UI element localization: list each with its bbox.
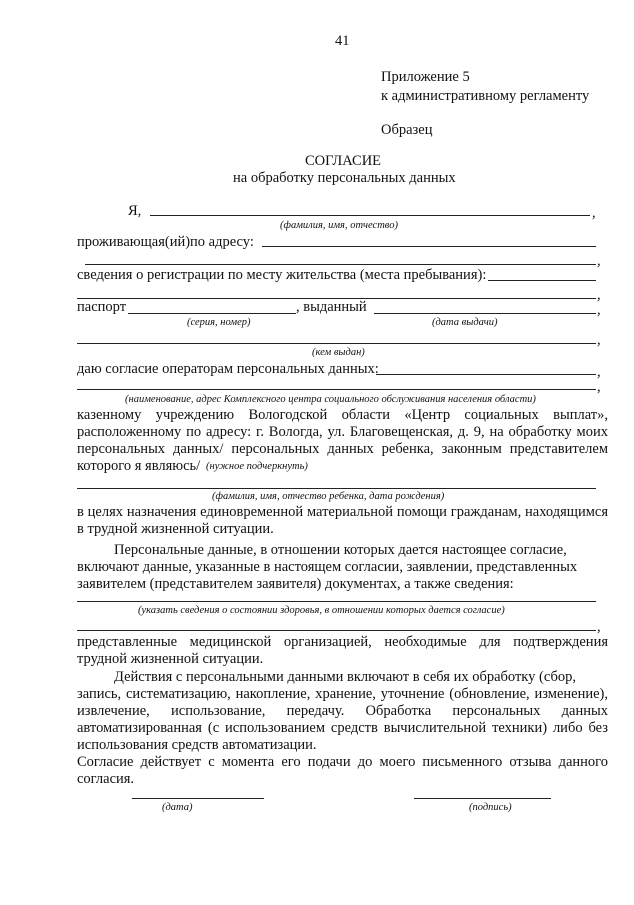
signature-line[interactable] (414, 798, 551, 799)
para1-line1: казенному учреждению Вологодской области «Центр социальных выплат», (77, 407, 608, 423)
registration-label: сведения о регистрации по месту жительства (места пребывания): (77, 267, 487, 283)
para3-line1: Действия с персональными данными включают в себя их обработку (сбор, (114, 669, 576, 685)
fio-field[interactable] (150, 215, 590, 216)
child-hint: (фамилия, имя, отчество ребенка, дата рождения) (212, 491, 445, 502)
comma: , (597, 619, 601, 635)
medical-line1: представленные медицинской организацией, необходимые для подтверждения (77, 634, 608, 650)
underline-hint: (нужное подчеркнуть) (206, 461, 308, 472)
purpose-line2: в трудной жизненной ситуации. (77, 521, 274, 537)
center-hint: (наименование, адрес Комплексного центра социального обслуживания населения области) (125, 394, 536, 405)
health-hint: (указать сведения о состоянии здоровья, в отношении которых дается согласие) (138, 605, 505, 616)
passport-series-field[interactable] (128, 313, 296, 314)
issuer-field[interactable] (77, 343, 596, 344)
appendix-title: Приложение 5 (381, 69, 470, 85)
sample-label: Образец (381, 122, 433, 138)
para2-line1: Персональные данные, в отношении которых дается настоящее согласие, (114, 542, 567, 558)
validity-line1: Согласие действует с момента его подачи до моего письменного отзыва данного (77, 754, 608, 770)
para1-line2: расположенному по адресу: г. Вологда, ул. Благовещенская, д. 9, на обработку моих (77, 424, 608, 440)
para3-line5: использования средств автоматизации. (77, 737, 317, 753)
comma: , (597, 302, 601, 318)
comma: , (592, 205, 596, 221)
child-field[interactable] (77, 488, 596, 489)
para3-line2: запись, систематизацию, накопление, хранение, уточнение (обновление, изменение), (77, 686, 608, 702)
page-number: 41 (335, 33, 350, 49)
comma: , (597, 364, 601, 380)
health-field[interactable] (77, 601, 596, 602)
passport-label: паспорт (77, 299, 127, 315)
signature-hint: (подпись) (469, 802, 512, 813)
para1-line3: персональных данных/ персональных данных ребенка, законным представителем (77, 441, 608, 457)
operator-field[interactable] (376, 374, 596, 375)
address-label: проживающая(ий)по адресу: (77, 234, 254, 250)
para3-line3: извлечение, использование, передачу. Обработка персональных данных (77, 703, 608, 719)
validity-line2: согласия. (77, 771, 135, 787)
document-subtitle: на обработку персональных данных (233, 170, 456, 186)
document-title: СОГЛАСИЕ (305, 153, 382, 169)
date-hint-signature: (дата) (162, 802, 193, 813)
issue-date-field[interactable] (374, 313, 596, 314)
purpose-line1: в целях назначения единовременной материальной помощи гражданам, находящимся (77, 504, 608, 520)
date-hint: (дата выдачи) (432, 317, 498, 328)
para2-line3: заявителем (представителем заявителя) документах, а также сведения: (77, 576, 514, 592)
date-signature-line[interactable] (132, 798, 264, 799)
address-field[interactable] (262, 246, 596, 247)
comma: , (597, 379, 601, 395)
series-hint: (серия, номер) (187, 317, 251, 328)
registration-field[interactable] (488, 280, 596, 281)
comma: , (597, 287, 601, 303)
comma: , (597, 332, 601, 348)
fio-hint: (фамилия, имя, отчество) (280, 220, 398, 231)
health-field-2[interactable] (77, 630, 596, 631)
operator-field-2[interactable] (77, 389, 596, 390)
comma: , (597, 253, 601, 269)
medical-line2: трудной жизненной ситуации. (77, 651, 264, 667)
address-field-2[interactable] (85, 264, 596, 265)
issued-label: , выданный (296, 299, 367, 315)
issuer-hint: (кем выдан) (312, 347, 365, 358)
para2-line2: включают данные, указанные в настоящем согласии, заявлении, представленных (77, 559, 578, 575)
consent-operators-label: даю согласие операторам персональных данных: (77, 361, 379, 377)
para1-line4: которого я являюсь/ (77, 458, 201, 474)
para3-line4: автоматизированная (с использованием средств вычислительной техники) либо без (77, 720, 608, 736)
ya-label: Я, (128, 203, 142, 219)
appendix-subtitle: к административному регламенту (381, 88, 590, 104)
